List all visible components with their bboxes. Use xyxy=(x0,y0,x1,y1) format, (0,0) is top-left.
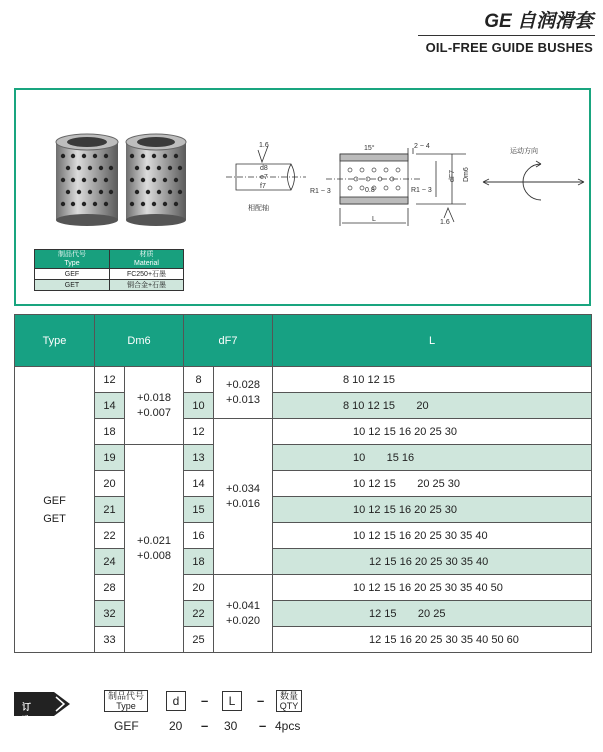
order-box-qty: 数量 QTY xyxy=(276,690,302,712)
order-box-L: L xyxy=(222,691,242,711)
df7-tolerance-2: +0.034 +0.016 xyxy=(214,419,273,575)
example-dash-2: – xyxy=(259,718,267,733)
dm6-tolerance-2: +0.021 +0.008 xyxy=(125,445,184,653)
bush-gap: 2 ~ 4 xyxy=(414,143,430,150)
example-dash-1: – xyxy=(201,718,209,733)
bush-angle: 15° xyxy=(364,145,375,152)
example-d: 20 xyxy=(169,719,183,733)
mat-row: GEF FC250+石墨 xyxy=(35,269,184,280)
bush-photo-2-icon xyxy=(126,134,186,226)
df7-tolerance-3: +0.041 +0.020 xyxy=(214,575,273,653)
bush-length: L xyxy=(372,216,376,223)
table-row: 21 15 10 12 15 16 20 25 30 xyxy=(15,497,592,523)
shaft-roughness: 1.6 xyxy=(259,142,269,149)
mat-head-type: 制品代号 Type xyxy=(35,250,110,269)
shaft-caption: 相配轴 xyxy=(248,205,269,212)
bush-photo-1-icon xyxy=(56,134,118,226)
figure-panel xyxy=(14,88,591,306)
material-table xyxy=(34,249,184,291)
header-type: Type xyxy=(15,315,95,367)
table-row: 20 14 10 12 15 20 25 30 xyxy=(15,471,592,497)
motion-direction-icon xyxy=(483,161,584,200)
table-row: 14 10 8 10 12 15 20 xyxy=(15,393,592,419)
table-row: 18 12 +0.034 +0.016 10 12 15 16 20 25 30 xyxy=(15,419,592,445)
shaft-d8: d8 xyxy=(260,165,268,172)
page-title: GE 自润滑套 xyxy=(484,11,593,32)
bush-dia08: 0.8 xyxy=(365,187,375,194)
mat-row: GET 铜合金+石墨 xyxy=(35,280,184,291)
spec-table xyxy=(14,314,592,653)
bush-df7: dF7 xyxy=(449,169,456,182)
table-row: 22 16 10 12 15 16 20 25 30 35 40 xyxy=(15,523,592,549)
table-row: 24 18 12 15 16 20 25 30 35 40 xyxy=(15,549,592,575)
bush-dm6: Dm6 xyxy=(463,167,470,182)
motion-label: 运动方向 xyxy=(510,148,538,155)
table-row: 32 22 12 15 20 25 xyxy=(15,601,592,627)
type-cell: GEF GET xyxy=(15,367,95,653)
df7-tolerance-1: +0.028 +0.013 xyxy=(214,367,273,419)
title-rule xyxy=(418,35,595,36)
mat-head-material: 材质 Material xyxy=(110,250,184,269)
table-row: 28 20 +0.041 +0.020 10 12 15 16 20 25 30 35 40 50 xyxy=(15,575,592,601)
order-label: 订购方式 xyxy=(22,702,32,751)
table-row: GEF GET 12 +0.018 +0.007 8 +0.028 +0.013 8 10 12 15 xyxy=(15,367,592,393)
table-row: 19 +0.021 +0.008 13 10 15 16 xyxy=(15,445,592,471)
example-type: GEF xyxy=(114,719,139,733)
header-df7: dF7 xyxy=(184,315,273,367)
order-dash-1: – xyxy=(201,693,209,708)
page-subtitle: OIL-FREE GUIDE BUSHES xyxy=(425,40,593,55)
header-dm6: Dm6 xyxy=(95,315,184,367)
header-L: L xyxy=(273,315,592,367)
dm6-tolerance-1: +0.018 +0.007 xyxy=(125,367,184,445)
shaft-f7: f7 xyxy=(260,183,266,190)
example-qty: 4pcs xyxy=(275,719,301,733)
spec-header-row xyxy=(15,315,592,367)
order-box-d: d xyxy=(166,691,186,711)
example-L: 30 xyxy=(224,719,238,733)
bush-r-right: R1 ~ 3 xyxy=(411,187,432,194)
bush-roughness: 1.6 xyxy=(440,219,450,226)
table-row: 33 25 12 15 16 20 25 30 35 40 50 60 xyxy=(15,627,592,653)
bush-r-left: R1 ~ 3 xyxy=(310,188,331,195)
shaft-e7: e7 xyxy=(260,174,268,181)
order-dash-2: – xyxy=(257,693,265,708)
order-box-type: 制品代号 Type xyxy=(104,690,148,712)
